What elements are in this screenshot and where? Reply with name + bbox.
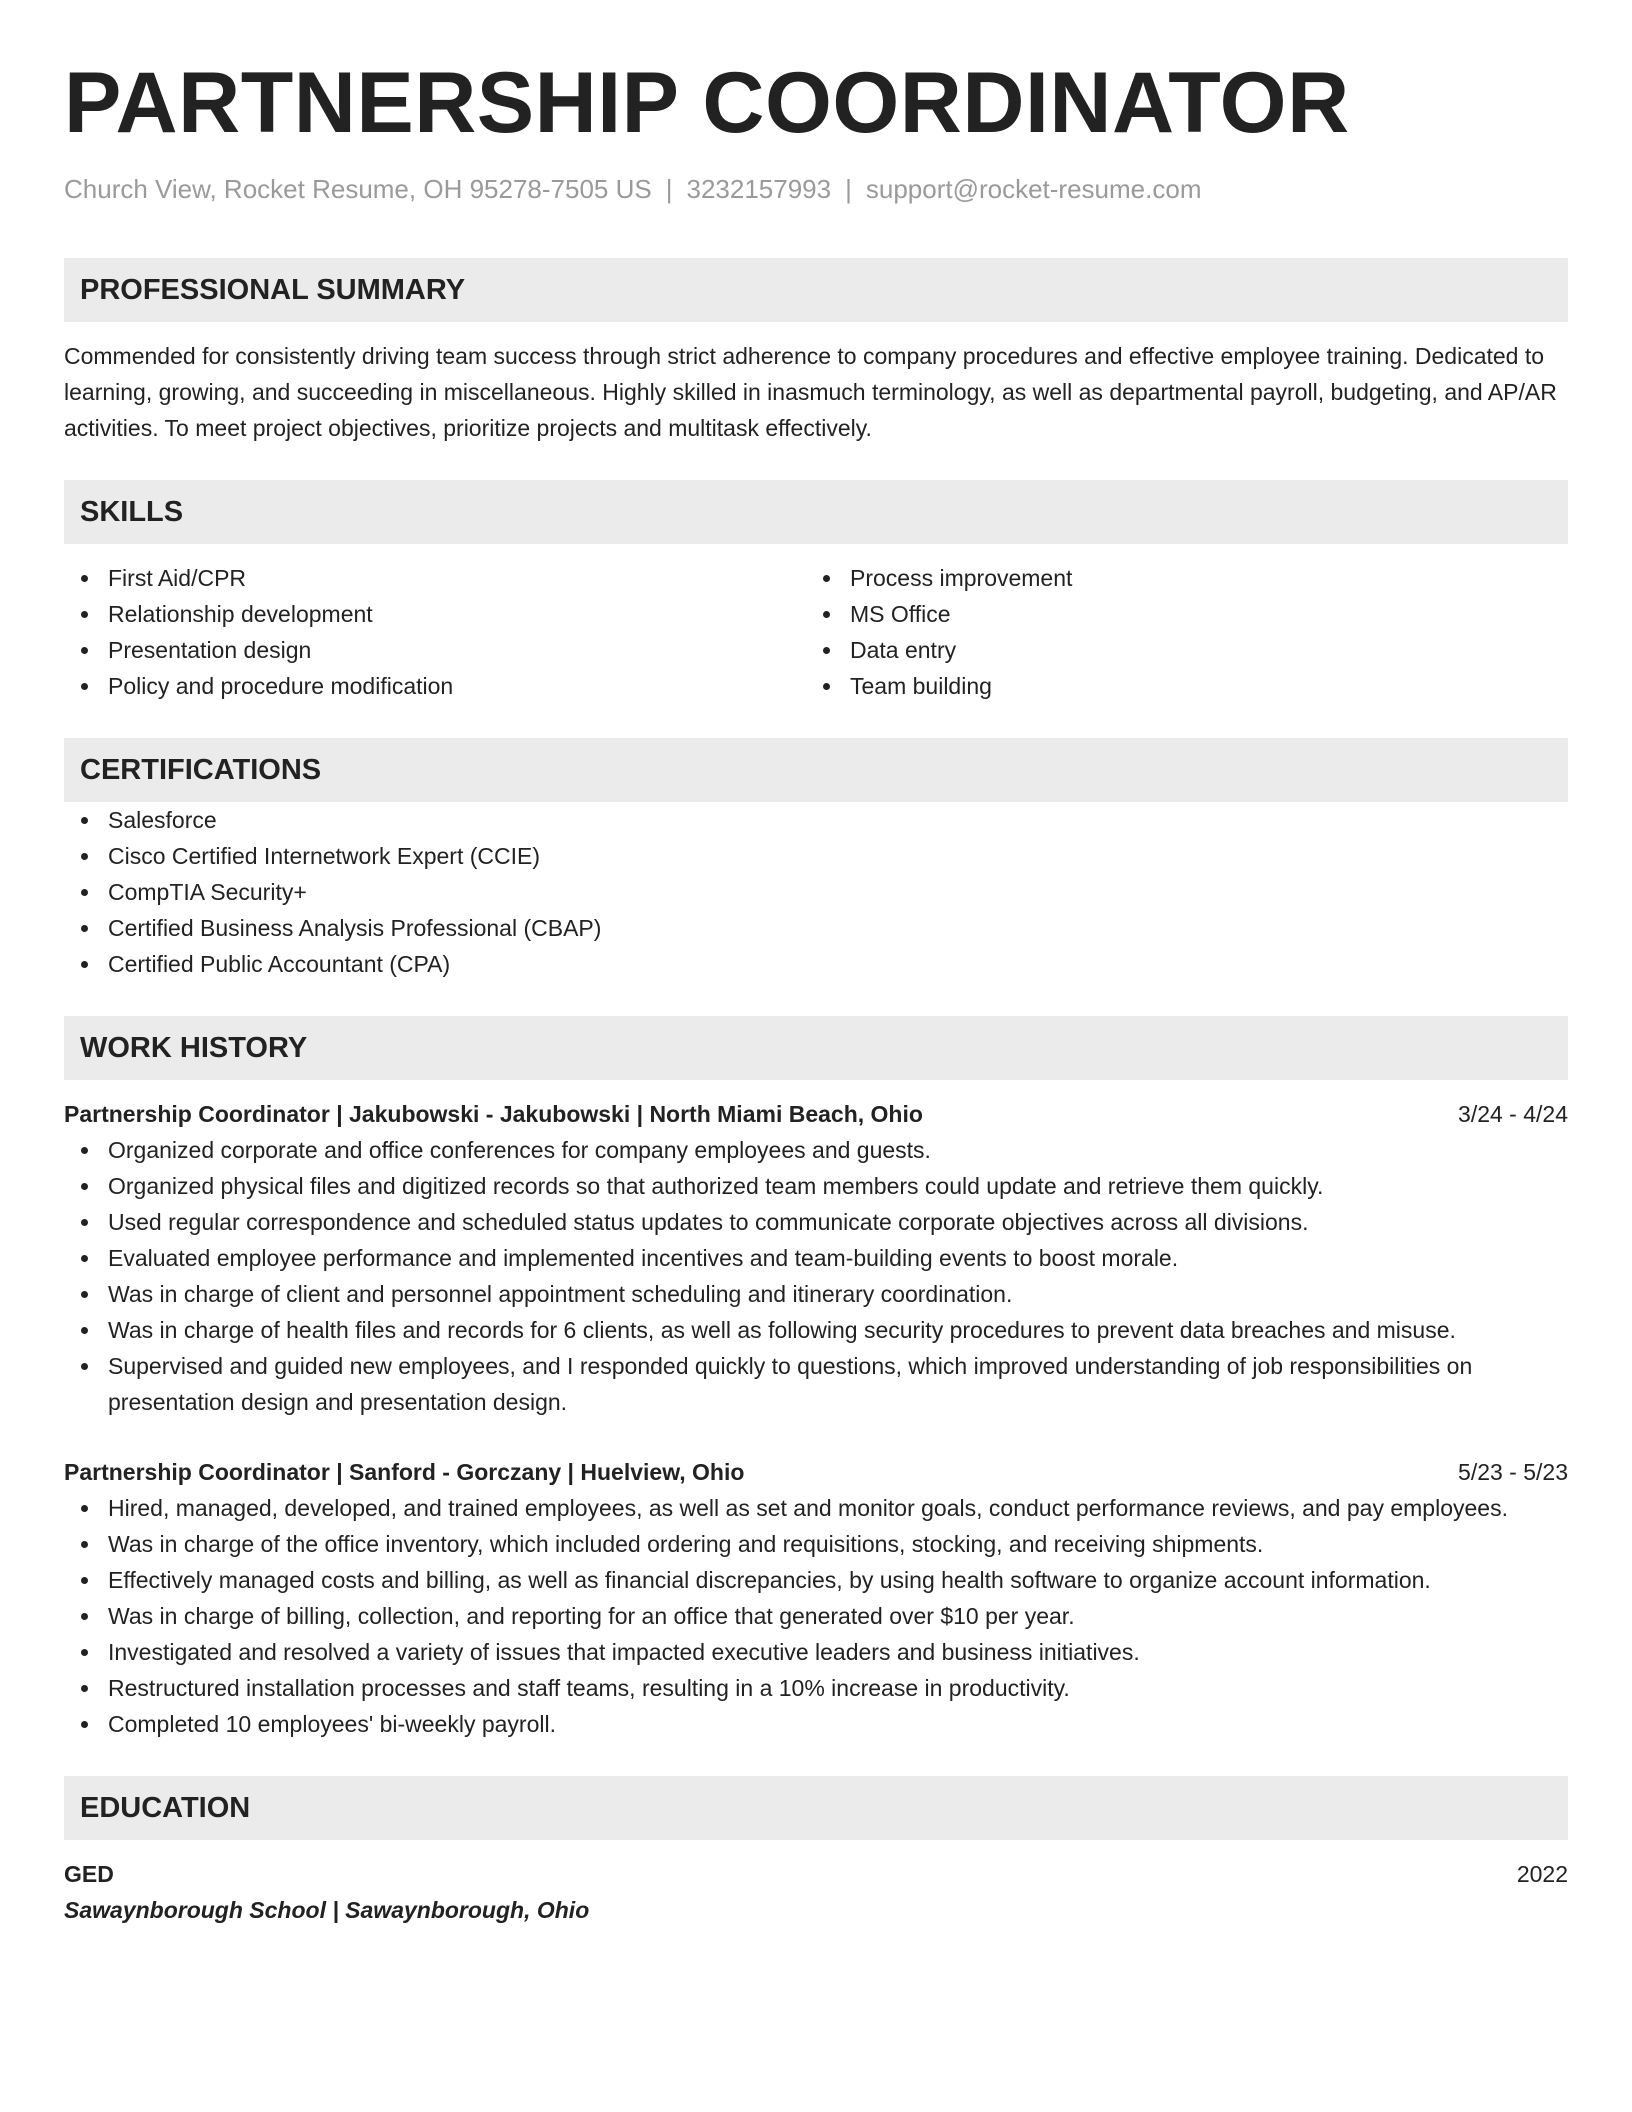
contact-phone: 3232157993 [686, 174, 832, 204]
education-header [64, 1856, 1568, 1892]
job-header [64, 1096, 1568, 1132]
certification-item: CompTIA Security+ [64, 874, 1568, 910]
job-duty: Evaluated employee performance and implemented incentives and team-building events to boost morale. [64, 1240, 1568, 1276]
job-duty: Was in charge of health files and records for 6 clients, as well as following security procedures to prevent data breaches and misuse. [64, 1312, 1568, 1348]
job-entry [64, 1096, 1568, 1420]
degree: GED [64, 1861, 114, 1887]
summary-text: Commended for consistently driving team success through strict adherence to company procedures and effective employee training. Dedicated to learning, growing, and succeeding in miscellaneous. Highly skilled in inasmuch terminology, as well as departmental payroll, budgeting, and AP/AR activities. To meet project objectives, prioritize projects and multitask effectively. [64, 343, 1557, 441]
job-title: Partnership Coordinator | Sanford - Gorczany | Huelview, Ohio [64, 1459, 745, 1485]
job-header [64, 1454, 1568, 1490]
education-entry [64, 1856, 1568, 1928]
contact-separator: | [845, 174, 852, 204]
skill-item: Relationship development [64, 596, 806, 632]
resume-page [64, 48, 1568, 1928]
contact-address: Church View, Rocket Resume, OH 95278-7505 US [64, 174, 652, 204]
skill-item: Presentation design [64, 632, 806, 668]
section-heading-certifications: CERTIFICATIONS [64, 738, 1568, 802]
job-duty: Restructured installation processes and staff teams, resulting in a 10% increase in productivity. [64, 1670, 1568, 1706]
job-duty: Organized corporate and office conferences for company employees and guests. [64, 1132, 1568, 1168]
certifications-list [64, 802, 1568, 982]
job-duty: Was in charge of billing, collection, and reporting for an office that generated over $10 per year. [64, 1598, 1568, 1634]
certification-item: Certified Business Analysis Professional (CBAP) [64, 910, 1568, 946]
job-title: Partnership Coordinator | Jakubowski - Jakubowski | North Miami Beach, Ohio [64, 1101, 923, 1127]
skill-item: Team building [806, 668, 1548, 704]
job-duty: Investigated and resolved a variety of issues that impacted executive leaders and business initiatives. [64, 1634, 1568, 1670]
job-dates: 3/24 - 4/24 [1458, 1101, 1568, 1127]
job-duty: Was in charge of the office inventory, which included ordering and requisitions, stocking, and receiving shipments. [64, 1526, 1568, 1562]
school-name: Sawaynborough School | Sawaynborough, Ohio [64, 1897, 590, 1923]
job-duties-list [64, 1132, 1568, 1420]
job-duty: Was in charge of client and personnel appointment scheduling and itinerary coordination. [64, 1276, 1568, 1312]
section-heading-skills: SKILLS [64, 480, 1568, 544]
job-dates: 5/23 - 5/23 [1458, 1459, 1568, 1485]
contact-email: support@rocket-resume.com [865, 174, 1202, 204]
skill-item: MS Office [806, 596, 1548, 632]
section-heading-work-history: WORK HISTORY [64, 1016, 1568, 1080]
skill-item: Policy and procedure modification [64, 668, 806, 704]
skill-item: Data entry [806, 632, 1548, 668]
job-duty: Used regular correspondence and scheduled status updates to communicate corporate objectives across all divisions. [64, 1204, 1568, 1240]
certification-item: Certified Public Accountant (CPA) [64, 946, 1568, 982]
certification-item: Salesforce [64, 802, 1568, 838]
skills-column-right [806, 560, 1548, 704]
skills-grid [64, 560, 1568, 704]
job-duty: Organized physical files and digitized records so that authorized team members could update and retrieve them quickly. [64, 1168, 1568, 1204]
job-duty: Effectively managed costs and billing, as well as financial discrepancies, by using health software to organize account information. [64, 1562, 1568, 1598]
section-heading-education: EDUCATION [64, 1776, 1568, 1840]
contact-line [64, 172, 1568, 206]
section-heading-summary: PROFESSIONAL SUMMARY [64, 258, 1568, 322]
skills-column-left [64, 560, 806, 704]
skill-item: First Aid/CPR [64, 560, 806, 596]
certification-item: Cisco Certified Internetwork Expert (CCIE) [64, 838, 1568, 874]
skill-item: Process improvement [806, 560, 1548, 596]
job-entry [64, 1454, 1568, 1742]
job-duty: Hired, managed, developed, and trained employees, as well as set and monitor goals, conduct performance reviews, and pay employees. [64, 1490, 1568, 1526]
candidate-title: PARTNERSHIP COORDINATOR [64, 55, 1350, 151]
job-duty: Completed 10 employees' bi-weekly payroll. [64, 1706, 1568, 1742]
graduation-year: 2022 [1516, 1861, 1568, 1887]
job-duty: Supervised and guided new employees, and I responded quickly to questions, which improved understanding of job responsibilities on presentation design and presentation design. [64, 1348, 1568, 1420]
job-duties-list [64, 1490, 1568, 1742]
contact-separator: | [665, 174, 673, 204]
